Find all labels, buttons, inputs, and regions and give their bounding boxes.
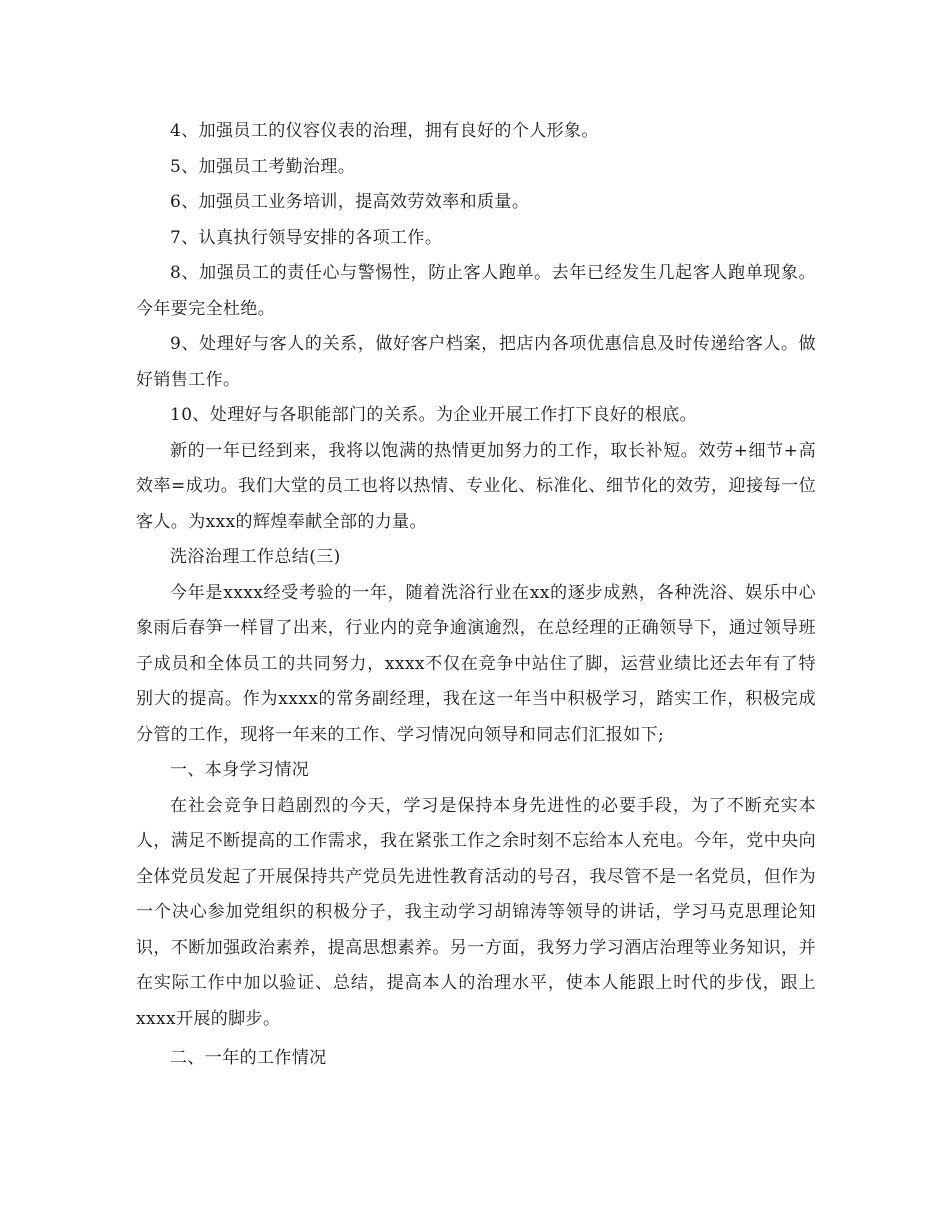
section-title: 洗浴治理工作总结(三)	[170, 547, 341, 567]
document-body	[136, 114, 816, 1077]
subheading-work: 二、一年的工作情况	[170, 1048, 327, 1068]
list-item-10: 10、处理好与各职能部门的关系。为企业开展工作打下良好的根底。	[170, 405, 698, 425]
list-item-7: 7、认真执行领导安排的各项工作。	[170, 227, 443, 248]
closing-paragraph: 新的一年已经到来，我将以饱满的热情更加努力的工作，取长补短。效劳+细节+高效率=成功。我们大堂的员工也将以热情、专业化、标准化、细节化的效劳，迎接每一位客人。为xxx的辉煌奉献全部的力量。	[136, 440, 816, 532]
list-item-9: 9、处理好与客人的关系，做好客户档案，把店内各项优惠信息及时传递给客人。做好销售工作。	[136, 334, 816, 390]
list-item-5: 5、加强员工考勤治理。	[170, 156, 356, 177]
list-item-8: 8、加强员工的责任心与警惕性，防止客人跑单。去年已经发生几起客人跑单现象。今年要完全杜绝。	[136, 263, 816, 319]
study-paragraph: 在社会竞争日趋剧烈的今天，学习是保持本身先进性的必要手段，为了不断充实本人，满足不断提高的工作需求，我在紧张工作之余时刻不忘给本人充电。今年，党中央向全体党员发起了开展保持共产党员先进性教育活动的号召，我尽管不是一名党员，但作为一个决心参加党组织的积极分子，我主动学习胡锦涛等领导的讲话，学习马克思理论知识，不断加强政治素养，提高思想素养。另一方面，我努力学习酒店治理等业务知识，并在实际工作中加以验证、总结，提高本人的治理水平，使本人能跟上时代的步伐，跟上xxxx开展的脚步。	[136, 795, 816, 1029]
intro-paragraph: 今年是xxxx经受考验的一年，随着洗浴行业在xx的逐步成熟，各种洗浴、娱乐中心象雨后春笋一样冒了出来，行业内的竞争逾演逾烈，在总经理的正确领导下，通过领导班子成员和全体员工的共同努力，xxxx不仅在竞争中站住了脚，运营业绩比还去年有了特别大的提高。作为xxxx的常务副经理，我在这一年当中积极学习，踏实工作，积极完成分管的工作，现将一年来的工作、学习情况向领导和同志们汇报如下;	[136, 582, 816, 745]
list-item-6: 6、加强员工业务培训，提高效劳效率和质量。	[170, 192, 530, 212]
list-item-4: 4、加强员工的仪容仪表的治理，拥有良好的个人形象。	[170, 121, 599, 141]
subheading-study: 一、本身学习情况	[170, 760, 310, 780]
